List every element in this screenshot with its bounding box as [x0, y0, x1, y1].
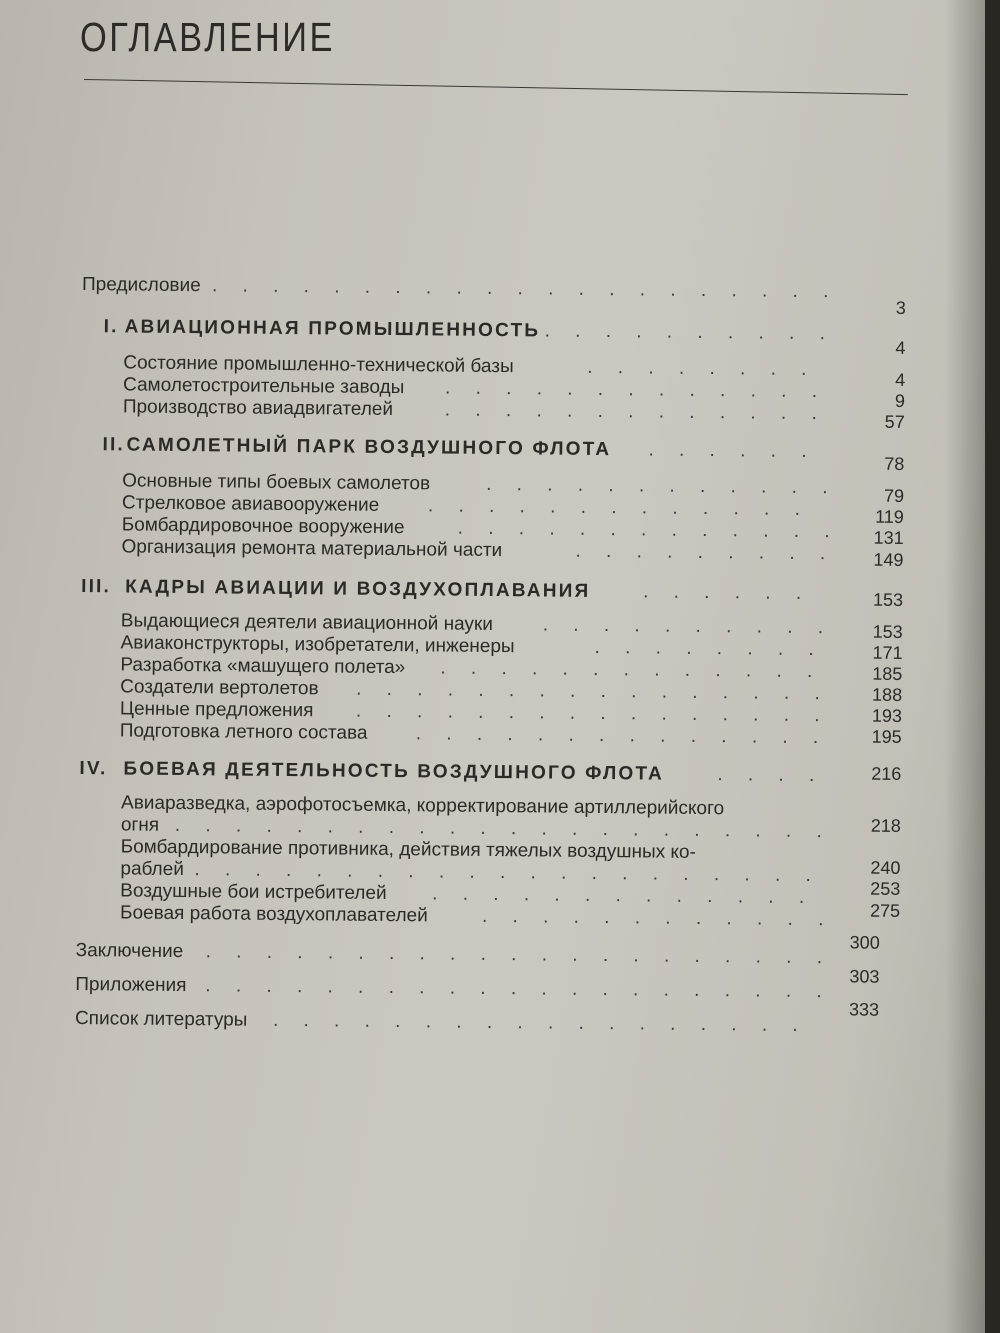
- part-numeral: I.: [103, 316, 119, 338]
- entry-title: Список литературы: [74, 1007, 248, 1031]
- entry-title: Приложения: [75, 973, 187, 997]
- page-number: 79: [883, 485, 905, 506]
- part-title: БОЕВАЯ ДЕЯТЕЛЬНОСТЬ ВОЗДУШНОГО ФЛОТА: [123, 758, 665, 785]
- dot-leader: . . . . . .: [648, 439, 817, 463]
- entry-title: Заключение: [75, 939, 184, 963]
- page-number: 333: [848, 999, 880, 1020]
- page-number: 3: [895, 297, 906, 318]
- entry-title: Производство авиадвигателей: [122, 396, 394, 421]
- entry-title-line2: раблей: [120, 858, 184, 881]
- page-number: 57: [884, 411, 905, 432]
- entry-title-line1: Авиаразведка, аэрофотосъемка, корректирование артиллерийского: [120, 792, 725, 820]
- entry-title: Подготовка летного состава: [119, 720, 368, 744]
- dot-leader: . . . . . . . . . . . . .: [457, 517, 840, 543]
- dot-leader: . . . . . . . . . . . . .: [444, 377, 828, 403]
- entry-title: Предисловие: [81, 274, 201, 297]
- page-number: 300: [849, 932, 880, 953]
- dot-leader: . . . . . . . . . . . . .: [440, 657, 823, 683]
- entry-title: Организация ремонта материальной части: [121, 536, 503, 562]
- entry-title: Выдающиеся деятели авиационной науки: [120, 610, 493, 635]
- page-number: 303: [849, 966, 880, 987]
- page-number: 275: [869, 900, 901, 921]
- page-number: 195: [871, 726, 902, 747]
- dot-leader: . . . .: [717, 764, 825, 787]
- page-number: 188: [872, 684, 903, 705]
- page-number: 240: [870, 857, 901, 878]
- entry-title: Бомбардировочное вооружение: [121, 514, 405, 539]
- dot-leader: . . . . . . . . . . . .: [486, 473, 838, 499]
- dot-leader: . . . . . . . . . . . . . . . . . . . . .: [205, 941, 833, 969]
- entry-title: Стрелковое авиавооружение: [121, 492, 380, 516]
- dot-leader: . . . . . . . . . . . . .: [432, 883, 815, 909]
- page-number: 216: [871, 763, 902, 784]
- entry-title: Боевая работа воздухоплавателей: [119, 902, 428, 927]
- page-number: 193: [871, 705, 903, 726]
- entry-title: Состояние промышленно-технической базы: [123, 352, 514, 378]
- dot-leader: . . . . . . . . . . . . . . . . . . . . .: [194, 859, 821, 887]
- dot-leader: . . . . . . . . . . . .: [481, 905, 834, 931]
- dot-leader: . . . . . . . . . . . . .: [427, 495, 811, 521]
- dot-leader: . . . . . . . . . . . . . . . . . . . . .: [211, 275, 839, 303]
- page-number: 149: [873, 549, 904, 570]
- dot-leader: . . . . . . . . . . . . . . . . . .: [272, 1009, 808, 1037]
- dot-leader: . . . . . . . . . . . . . . . .: [356, 678, 830, 705]
- dot-leader: . . . . . . . . . . . . . . . .: [355, 700, 830, 727]
- part-numeral: II.: [102, 434, 126, 456]
- entry-title: Ценные предложения: [119, 698, 314, 722]
- page-number: 78: [884, 453, 905, 474]
- page-number: 218: [870, 815, 901, 836]
- entry-title: Разработка «машущего полета»: [120, 654, 406, 679]
- page-number: 4: [895, 337, 906, 358]
- dot-leader: . . . . . . . .: [594, 636, 824, 661]
- part-numeral: IV.: [79, 758, 108, 780]
- entry-title: Основные типы боевых самолетов: [122, 470, 431, 495]
- part-numeral: III.: [81, 576, 112, 598]
- dot-leader: . . . . . . . . . .: [544, 320, 836, 345]
- part-title: КАДРЫ АВИАЦИИ И ВОЗДУХОПЛАВАНИЯ: [125, 576, 591, 602]
- part-title: АВИАЦИОННАЯ ПРОМЫШЛЕННОСТЬ: [124, 316, 541, 342]
- dot-leader: . . . . . . . . . . . . .: [444, 399, 827, 425]
- dot-leader: . . . . . . . .: [587, 356, 817, 381]
- page-number: 119: [875, 506, 904, 527]
- page-number: 185: [872, 663, 903, 684]
- page-number: 153: [872, 621, 903, 642]
- page-number: 153: [872, 589, 904, 610]
- entry-title-line2: огня: [120, 814, 160, 836]
- entry-title: Самолетостроительные заводы: [122, 374, 405, 399]
- page-number: 253: [870, 878, 901, 899]
- dot-leader: . . . . . . . . . . . . . . . . . . . . . .: [174, 814, 832, 843]
- page-number: 171: [872, 642, 903, 663]
- page-number: 4: [895, 369, 906, 390]
- dot-leader: . . . . . . . . . . . . . .: [415, 723, 829, 749]
- entry-title-line1: Бомбардирование противника, действия тяжелых воздушных ко-: [120, 836, 696, 863]
- dot-leader: . . . . . .: [643, 581, 812, 605]
- entry-title: Создатели вертолетов: [120, 676, 319, 700]
- page-number: 131: [873, 527, 904, 548]
- entry-title: Воздушные бои истребителей: [120, 880, 387, 904]
- page-title: ОГЛАВЛЕНИЕ: [80, 14, 336, 60]
- dot-leader: . . . . . . . . . .: [542, 614, 834, 639]
- page-edge-shadow: [945, 0, 985, 1333]
- dot-leader: . . . . . . . . . . . . . . . . . . . . .: [205, 975, 832, 1003]
- dot-leader: . . . . . . . . .: [575, 540, 836, 565]
- entry-title: Авиаконструкторы, изобретатели, инженеры: [120, 632, 515, 658]
- page-number: 9: [894, 390, 906, 411]
- part-title: САМОЛЕТНЫЙ ПАРК ВОЗДУШНОГО ФЛОТА: [126, 434, 612, 461]
